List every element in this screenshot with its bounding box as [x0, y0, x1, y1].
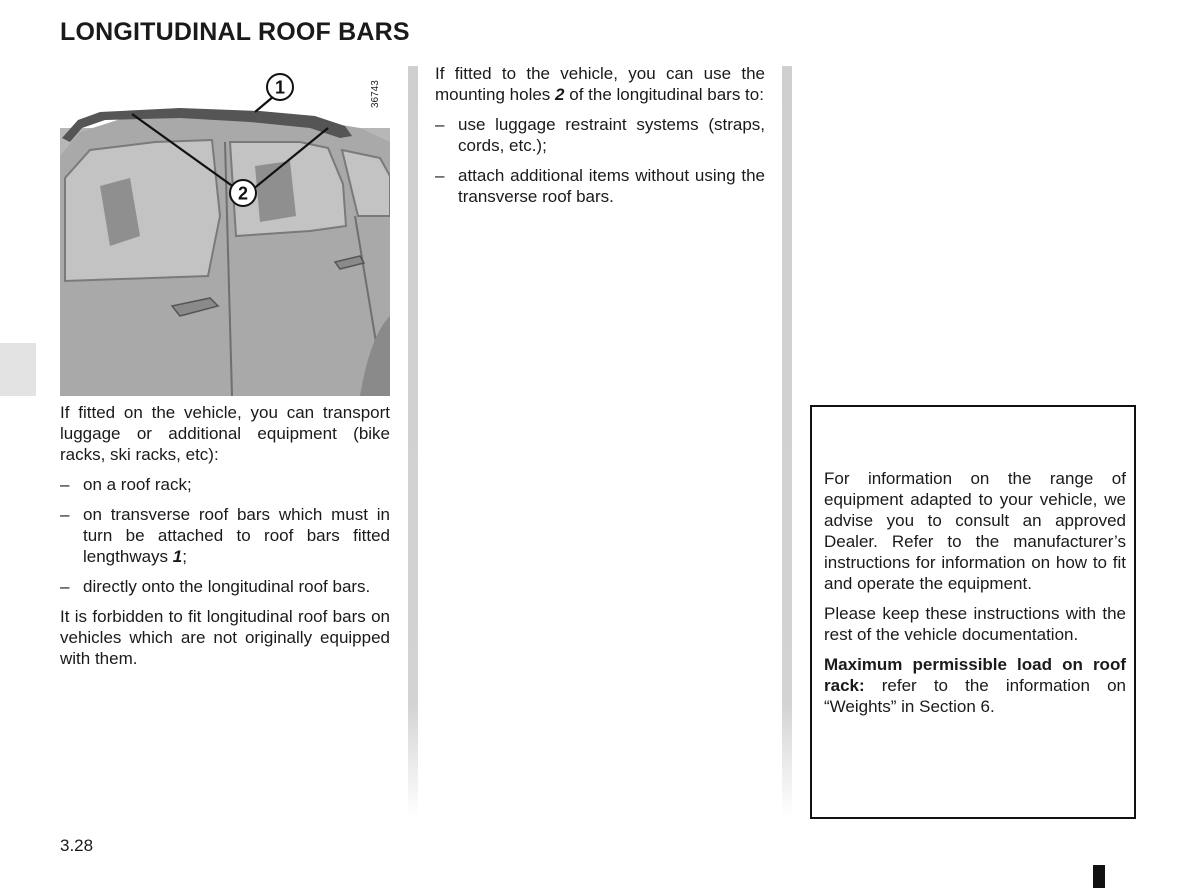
figure-code: 36743 — [370, 80, 381, 108]
mounting-uses-list — [435, 114, 765, 207]
callout-2-label: 2 — [237, 183, 249, 204]
callout-1-label: 1 — [274, 77, 286, 98]
keep-instructions-paragraph: Please keep these instructions with the rest of the vehicle documentation. — [824, 604, 1126, 644]
left-column-text — [60, 402, 390, 678]
corner-marker — [1093, 865, 1105, 888]
dealer-advice-paragraph: For information on the range of equipment adapted to your vehicle, we advise you to consult an approved Dealer. Refer to the manufacturer’s instructions for information on how to fit and operate the equipment. — [824, 469, 1126, 593]
list-item: – on a roof rack; — [60, 475, 192, 494]
list-item: – on transverse roof bars which must in turn be attached to roof bars fitted lengthways 1; — [60, 505, 390, 566]
max-load-paragraph: Maximum permissible load on roof rack: refer to the information on “Weights” in Section 6. — [824, 655, 1126, 716]
list-item: – directly onto the longitudinal roof bars. — [60, 577, 371, 596]
information-box-text — [824, 468, 1126, 726]
max-load-heading: Maximum permissible load on roof rack: — [824, 655, 1126, 695]
column-separator — [782, 66, 792, 816]
warning-paragraph: It is forbidden to fit longitudinal roof bars on vehicles which are not originally equipped with them. — [60, 607, 390, 668]
page-title: LONGITUDINAL ROOF BARS — [60, 18, 410, 46]
car-roof-drawing — [60, 66, 390, 396]
intro-paragraph: If fitted on the vehicle, you can transport luggage or additional equipment (bike racks, ski racks, etc): — [60, 403, 390, 464]
transport-options-list — [60, 474, 390, 597]
mounting-holes-paragraph: If fitted to the vehicle, you can use the mounting holes 2 of the longitudinal bars to: — [435, 64, 765, 104]
section-tab-marker — [0, 343, 36, 396]
list-item: – use luggage restraint systems (straps, cords, etc.); — [435, 115, 765, 155]
roof-bars-illustration — [60, 66, 390, 396]
page-number: 3.28 — [60, 836, 94, 855]
reference-number: 2 — [555, 85, 565, 104]
reference-number: 1 — [172, 547, 183, 566]
list-item: – attach additional items without using the transverse roof bars. — [435, 166, 765, 206]
column-separator — [408, 66, 418, 816]
middle-column-text — [435, 63, 765, 216]
